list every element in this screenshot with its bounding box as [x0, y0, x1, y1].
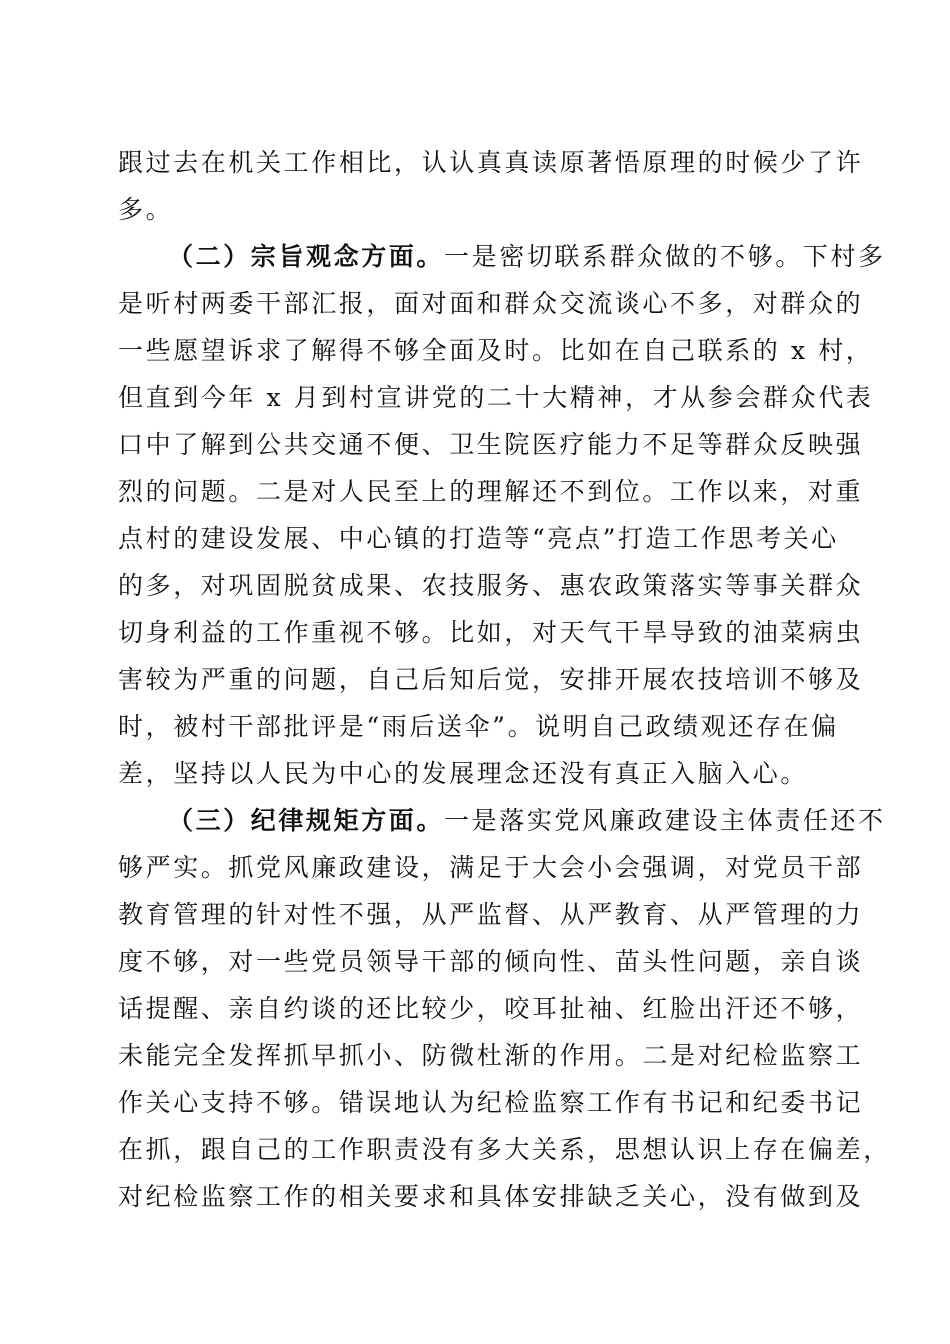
text-line: 切身利益的工作重视不够。比如，对天气干旱导致的油菜病虫 — [118, 618, 864, 647]
text-line: 话提醒、亲自约谈的还比较少，咬耳扯袖、红脸出汗还不够， — [118, 994, 864, 1023]
paragraph-1 — [118, 139, 864, 233]
text-line: 未能完全发挥抓早抓小、防微杜渐的作用。二是对纪检监察工 — [118, 1041, 864, 1070]
section-heading: （二）宗旨观念方面。 — [168, 242, 445, 271]
section-heading: （三）纪律规矩方面。 — [168, 806, 445, 835]
paragraph-first-line — [118, 233, 886, 280]
text-line: 差，坚持以人民为中心的发展理念还没有真正入脑入心。 — [118, 759, 809, 788]
text-line: 跟过去在机关工作相比，认认真真读原著悟原理的时候少了许 — [118, 148, 864, 177]
text-line: 够严实。抓党风廉政建设，满足于大会小会强调，对党员干部 — [118, 853, 864, 882]
text-line: 害较为严重的问题，自己后知后觉，安排开展农技培训不够及 — [118, 665, 864, 694]
text-line: 但直到今年 x 月到村宣讲党的二十大精神，才从参会群众代表 — [118, 383, 874, 412]
text-line: 点村的建设发展、中心镇的打造等“亮点”打造工作思考关心 — [118, 524, 839, 553]
text-line: 时，被村干部批评是“雨后送伞”。说明自己政绩观还存在偏 — [118, 712, 839, 741]
paragraph-first-line — [118, 797, 886, 844]
text-line: 在抓，跟自己的工作职责没有多大关系，思想认识上存在偏差， — [118, 1135, 891, 1164]
text-run: 一是密切联系群众做的不够。下村多 — [444, 242, 886, 271]
text-line: 作关心支持不够。错误地认为纪检监察工作有书记和纪委书记 — [118, 1088, 864, 1117]
text-line: 口中了解到公共交通不便、卫生院医疗能力不足等群众反映强 — [118, 430, 864, 459]
paragraph-3 — [118, 797, 891, 1220]
text-line: 是听村两委干部汇报，面对面和群众交流谈心不多，对群众的 — [118, 289, 864, 318]
text-line: 的多，对巩固脱贫成果、农技服务、惠农政策落实等事关群众 — [118, 571, 864, 600]
text-line: 对纪检监察工作的相关要求和具体安排缺乏关心，没有做到及 — [118, 1182, 864, 1211]
text-line: 多。 — [118, 195, 174, 224]
text-line: 度不够，对一些党员领导干部的倾向性、苗头性问题，亲自谈 — [118, 947, 864, 976]
text-run: 一是落实党风廉政建设主体责任还不 — [444, 806, 886, 835]
document-body — [118, 139, 891, 1220]
text-line: 教育管理的针对性不强，从严监督、从严教育、从严管理的力 — [118, 900, 864, 929]
paragraph-2 — [118, 233, 886, 797]
text-line: 烈的问题。二是对人民至上的理解还不到位。工作以来，对重 — [118, 477, 864, 506]
text-line: 一些愿望诉求了解得不够全面及时。比如在自己联系的 x 村， — [118, 336, 874, 365]
